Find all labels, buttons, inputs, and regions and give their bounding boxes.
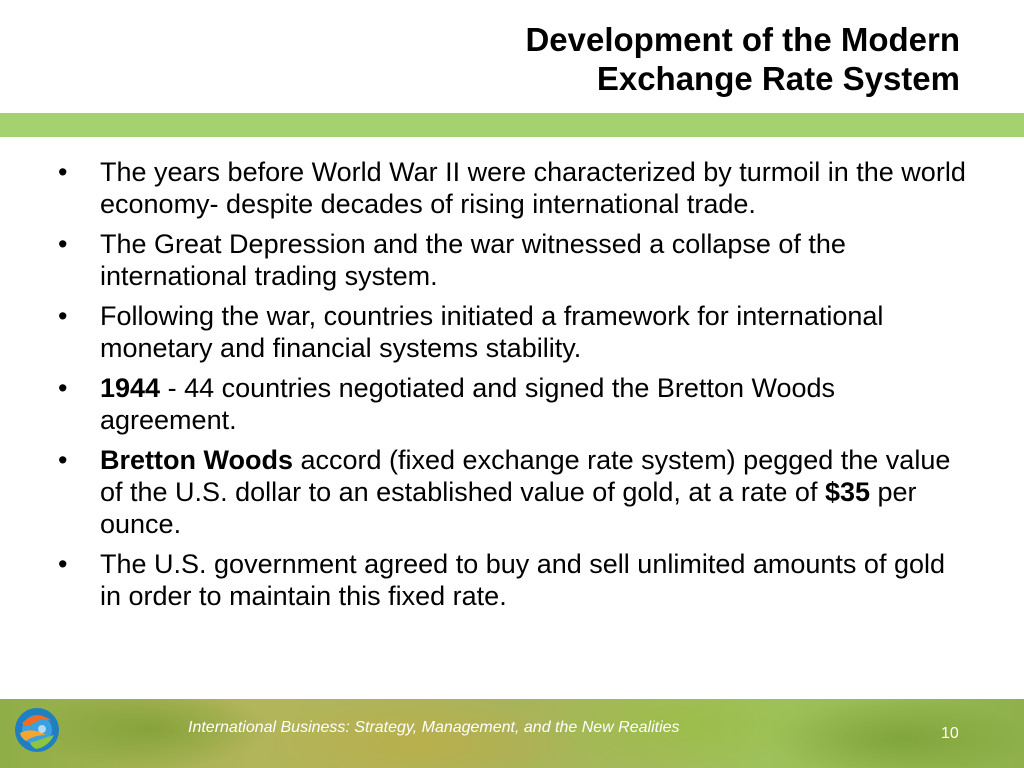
bullet-item xyxy=(58,444,968,540)
bullet-text: The years before World War II were characterized by turmoil in the world economy- despite decades of rising international trade. xyxy=(100,157,966,219)
footer-bar xyxy=(0,699,1024,768)
bullet-text: Following the war, countries initiated a framework for international monetary and financial systems stability. xyxy=(100,301,884,363)
title-divider-bar xyxy=(0,113,1024,137)
bullet-item xyxy=(58,548,968,612)
bullet-list xyxy=(58,156,968,620)
bullet-dot-icon: • xyxy=(58,445,68,475)
bullet-text: - 44 countries negotiated and signed the Bretton Woods agreement. xyxy=(100,373,836,435)
bullet-item xyxy=(58,372,968,436)
bullet-dot-icon: • xyxy=(58,229,68,259)
footer-book-title: International Business: Strategy, Management, and the New Realities xyxy=(188,719,680,736)
bullet-item xyxy=(58,156,968,220)
bullet-item xyxy=(58,228,968,292)
bullet-bold-prefix: Bretton Woods xyxy=(100,445,293,475)
slide-title-line-2: Exchange Rate System xyxy=(596,60,960,97)
bullet-text: The Great Depression and the war witnessed a collapse of the international trading system. xyxy=(100,229,846,291)
bullet-dot-icon: • xyxy=(58,549,68,579)
bullet-text: The U.S. government agreed to buy and sell unlimited amounts of gold in order to maintain this fixed rate. xyxy=(100,549,945,611)
bullet-dot-icon: • xyxy=(58,157,68,187)
globe-logo-icon xyxy=(12,705,62,755)
bullet-dot-icon: • xyxy=(58,301,68,331)
slide-title xyxy=(525,20,960,98)
slide-title-line-1: Development of the Modern xyxy=(525,21,960,58)
bullet-text: accord (fixed exchange rate system) pegged the value of the U.S. dollar to an established value of gold, at a rate of xyxy=(100,445,951,507)
bullet-bold-prefix: 1944 xyxy=(100,373,161,403)
bullet-dot-icon: • xyxy=(58,373,68,403)
bullet-suffix: per ounce. xyxy=(100,477,917,539)
bullet-bold-mid: $35 xyxy=(824,477,871,507)
bullet-item xyxy=(58,300,968,364)
page-number: 10 xyxy=(941,725,959,742)
